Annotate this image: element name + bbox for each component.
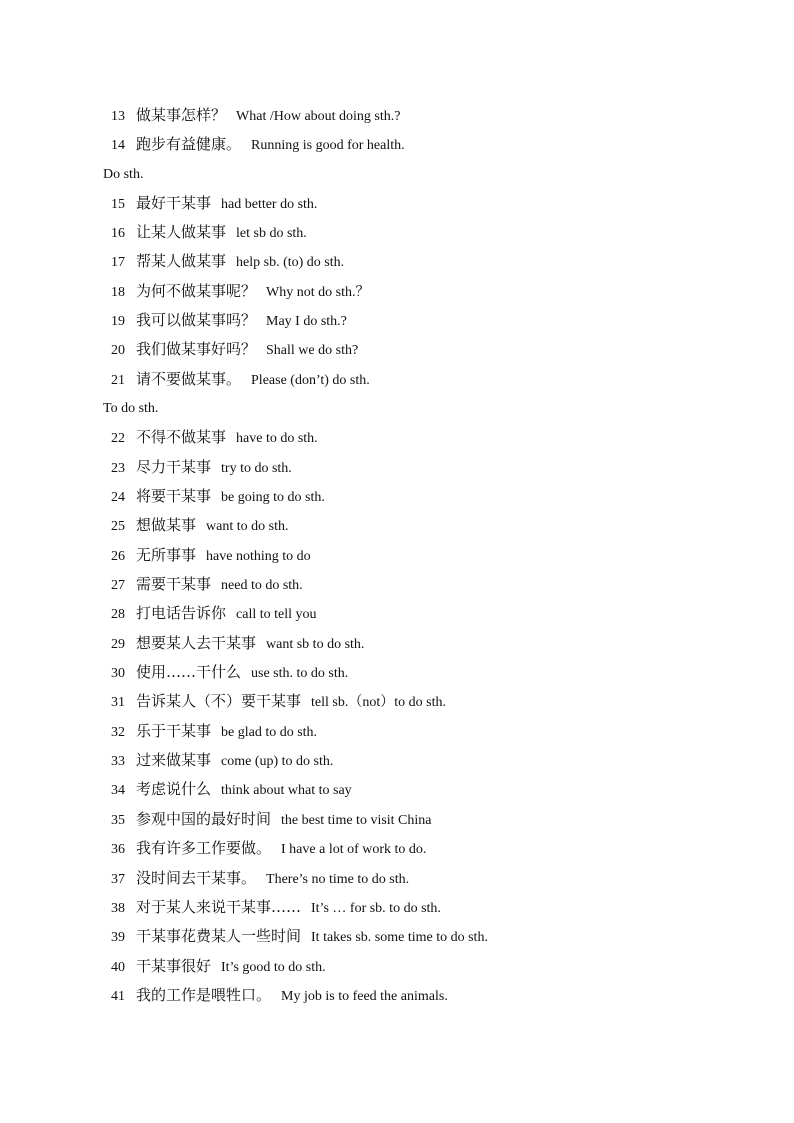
item-english: tell sb.（not）to do sth. bbox=[311, 695, 446, 710]
item-english: had better do sth. bbox=[221, 197, 318, 212]
item-number: 25 bbox=[111, 519, 125, 534]
list-item bbox=[111, 834, 426, 863]
item-chinese: 没时间去干某事。 bbox=[136, 869, 257, 887]
list-item bbox=[111, 423, 318, 452]
item-english: My job is to feed the animals. bbox=[281, 989, 448, 1004]
item-number: 30 bbox=[111, 666, 125, 681]
item-chinese: 干某事很好 bbox=[136, 957, 212, 975]
item-english: It takes sb. some time to do sth. bbox=[311, 930, 488, 945]
item-english: Why not do sth.？ bbox=[266, 285, 370, 300]
item-chinese: 我可以做某事吗？ bbox=[136, 311, 257, 329]
list-item bbox=[111, 658, 348, 687]
item-chinese: 打电话告诉你 bbox=[136, 604, 227, 622]
item-number: 31 bbox=[111, 695, 125, 710]
item-english: It’s good to do sth. bbox=[221, 960, 326, 975]
item-number: 32 bbox=[111, 725, 125, 740]
item-chinese: 帮某人做某事 bbox=[136, 252, 227, 270]
item-chinese: 告诉某人（不）要干某事 bbox=[136, 692, 302, 710]
item-chinese: 尽力干某事 bbox=[136, 458, 212, 476]
item-number: 40 bbox=[111, 960, 125, 975]
item-chinese: 无所事事 bbox=[136, 546, 197, 564]
item-english: have to do sth. bbox=[236, 431, 318, 446]
list-item bbox=[111, 893, 441, 922]
item-english: Please (don’t) do sth. bbox=[251, 373, 370, 388]
item-chinese: 不得不做某事 bbox=[136, 428, 227, 446]
item-chinese: 将要干某事 bbox=[136, 487, 212, 505]
item-english: want to do sth. bbox=[206, 519, 289, 534]
item-number: 13 bbox=[111, 109, 125, 124]
item-chinese: 乐于干某事 bbox=[136, 722, 212, 740]
list-item bbox=[111, 189, 317, 218]
list-item bbox=[111, 541, 311, 570]
item-chinese: 想做某事 bbox=[136, 516, 197, 534]
item-english: help sb. (to) do sth. bbox=[236, 255, 345, 270]
item-number: 33 bbox=[111, 754, 125, 769]
item-number: 20 bbox=[111, 343, 125, 358]
item-number: 28 bbox=[111, 607, 125, 622]
item-chinese: 使用……干什么 bbox=[136, 663, 242, 681]
list-item bbox=[111, 599, 317, 628]
list-item bbox=[111, 922, 488, 951]
list-item bbox=[111, 864, 409, 893]
item-chinese: 请不要做某事。 bbox=[136, 370, 242, 388]
item-number: 36 bbox=[111, 842, 125, 857]
list-item bbox=[111, 629, 364, 658]
item-chinese: 做某事怎样？ bbox=[136, 106, 227, 124]
item-number: 41 bbox=[111, 989, 125, 1004]
item-english: Shall we do sth? bbox=[266, 343, 359, 358]
item-number: 35 bbox=[111, 813, 125, 828]
item-number: 26 bbox=[111, 549, 125, 564]
list-item bbox=[111, 306, 347, 335]
item-number: 15 bbox=[111, 197, 125, 212]
item-english: let sb do sth. bbox=[236, 226, 307, 241]
item-number: 37 bbox=[111, 872, 125, 887]
item-chinese: 过来做某事 bbox=[136, 751, 212, 769]
section-heading: Do sth. bbox=[103, 167, 144, 182]
list-item bbox=[111, 570, 303, 599]
item-chinese: 我有许多工作要做。 bbox=[136, 839, 272, 857]
list-item bbox=[111, 482, 325, 511]
item-english: think about what to say bbox=[221, 783, 352, 798]
list-item bbox=[111, 453, 292, 482]
item-number: 27 bbox=[111, 578, 125, 593]
item-number: 14 bbox=[111, 138, 125, 153]
list-item bbox=[111, 952, 326, 981]
item-english: May I do sth.? bbox=[266, 314, 347, 329]
item-english: be going to do sth. bbox=[221, 490, 325, 505]
item-number: 22 bbox=[111, 431, 125, 446]
list-item bbox=[111, 335, 358, 364]
list-item bbox=[111, 101, 401, 130]
item-chinese: 需要干某事 bbox=[136, 575, 212, 593]
list-item bbox=[111, 775, 352, 804]
item-number: 16 bbox=[111, 226, 125, 241]
item-english: There’s no time to do sth. bbox=[266, 872, 410, 887]
list-item bbox=[111, 805, 432, 834]
item-number: 23 bbox=[111, 461, 125, 476]
item-number: 34 bbox=[111, 783, 125, 798]
item-chinese: 考虑说什么 bbox=[136, 780, 212, 798]
list-item bbox=[111, 218, 307, 247]
item-number: 19 bbox=[111, 314, 125, 329]
item-english: It’s … for sb. to do sth. bbox=[311, 901, 441, 916]
item-chinese: 对于某人来说干某事…… bbox=[136, 898, 302, 916]
item-number: 18 bbox=[111, 285, 125, 300]
list-item bbox=[111, 981, 448, 1010]
list-item bbox=[111, 717, 317, 746]
item-number: 39 bbox=[111, 930, 125, 945]
item-english: try to do sth. bbox=[221, 461, 292, 476]
item-english: come (up) to do sth. bbox=[221, 754, 334, 769]
item-number: 24 bbox=[111, 490, 125, 505]
item-english: be glad to do sth. bbox=[221, 725, 318, 740]
list-item bbox=[111, 277, 369, 306]
list-item bbox=[111, 511, 288, 540]
item-english: Running is good for health. bbox=[251, 138, 405, 153]
list-item bbox=[111, 365, 370, 394]
item-english: call to tell you bbox=[236, 607, 317, 622]
section-heading: To do sth. bbox=[103, 401, 159, 416]
item-chinese: 最好干某事 bbox=[136, 194, 212, 212]
item-chinese: 干某事花费某人一些时间 bbox=[136, 927, 302, 945]
list-item bbox=[111, 687, 446, 716]
list-item bbox=[111, 247, 344, 276]
item-english: What /How about doing sth.? bbox=[236, 109, 401, 124]
item-number: 29 bbox=[111, 637, 125, 652]
item-number: 21 bbox=[111, 373, 125, 388]
item-chinese: 为何不做某事呢？ bbox=[136, 282, 257, 300]
list-item bbox=[111, 746, 333, 775]
item-english: I have a lot of work to do. bbox=[281, 842, 427, 857]
item-chinese: 我们做某事好吗？ bbox=[136, 340, 257, 358]
list-item bbox=[111, 130, 405, 159]
item-english: the best time to visit China bbox=[281, 813, 432, 828]
item-english: want sb to do sth. bbox=[266, 637, 365, 652]
item-number: 17 bbox=[111, 255, 125, 270]
item-english: have nothing to do bbox=[206, 549, 311, 564]
item-number: 38 bbox=[111, 901, 125, 916]
item-chinese: 跑步有益健康。 bbox=[136, 135, 242, 153]
item-english: need to do sth. bbox=[221, 578, 303, 593]
item-english: use sth. to do sth. bbox=[251, 666, 349, 681]
item-chinese: 让某人做某事 bbox=[136, 223, 227, 241]
item-chinese: 想要某人去干某事 bbox=[136, 634, 257, 652]
item-chinese: 参观中国的最好时间 bbox=[136, 810, 272, 828]
item-chinese: 我的工作是喂牲口。 bbox=[136, 986, 272, 1004]
